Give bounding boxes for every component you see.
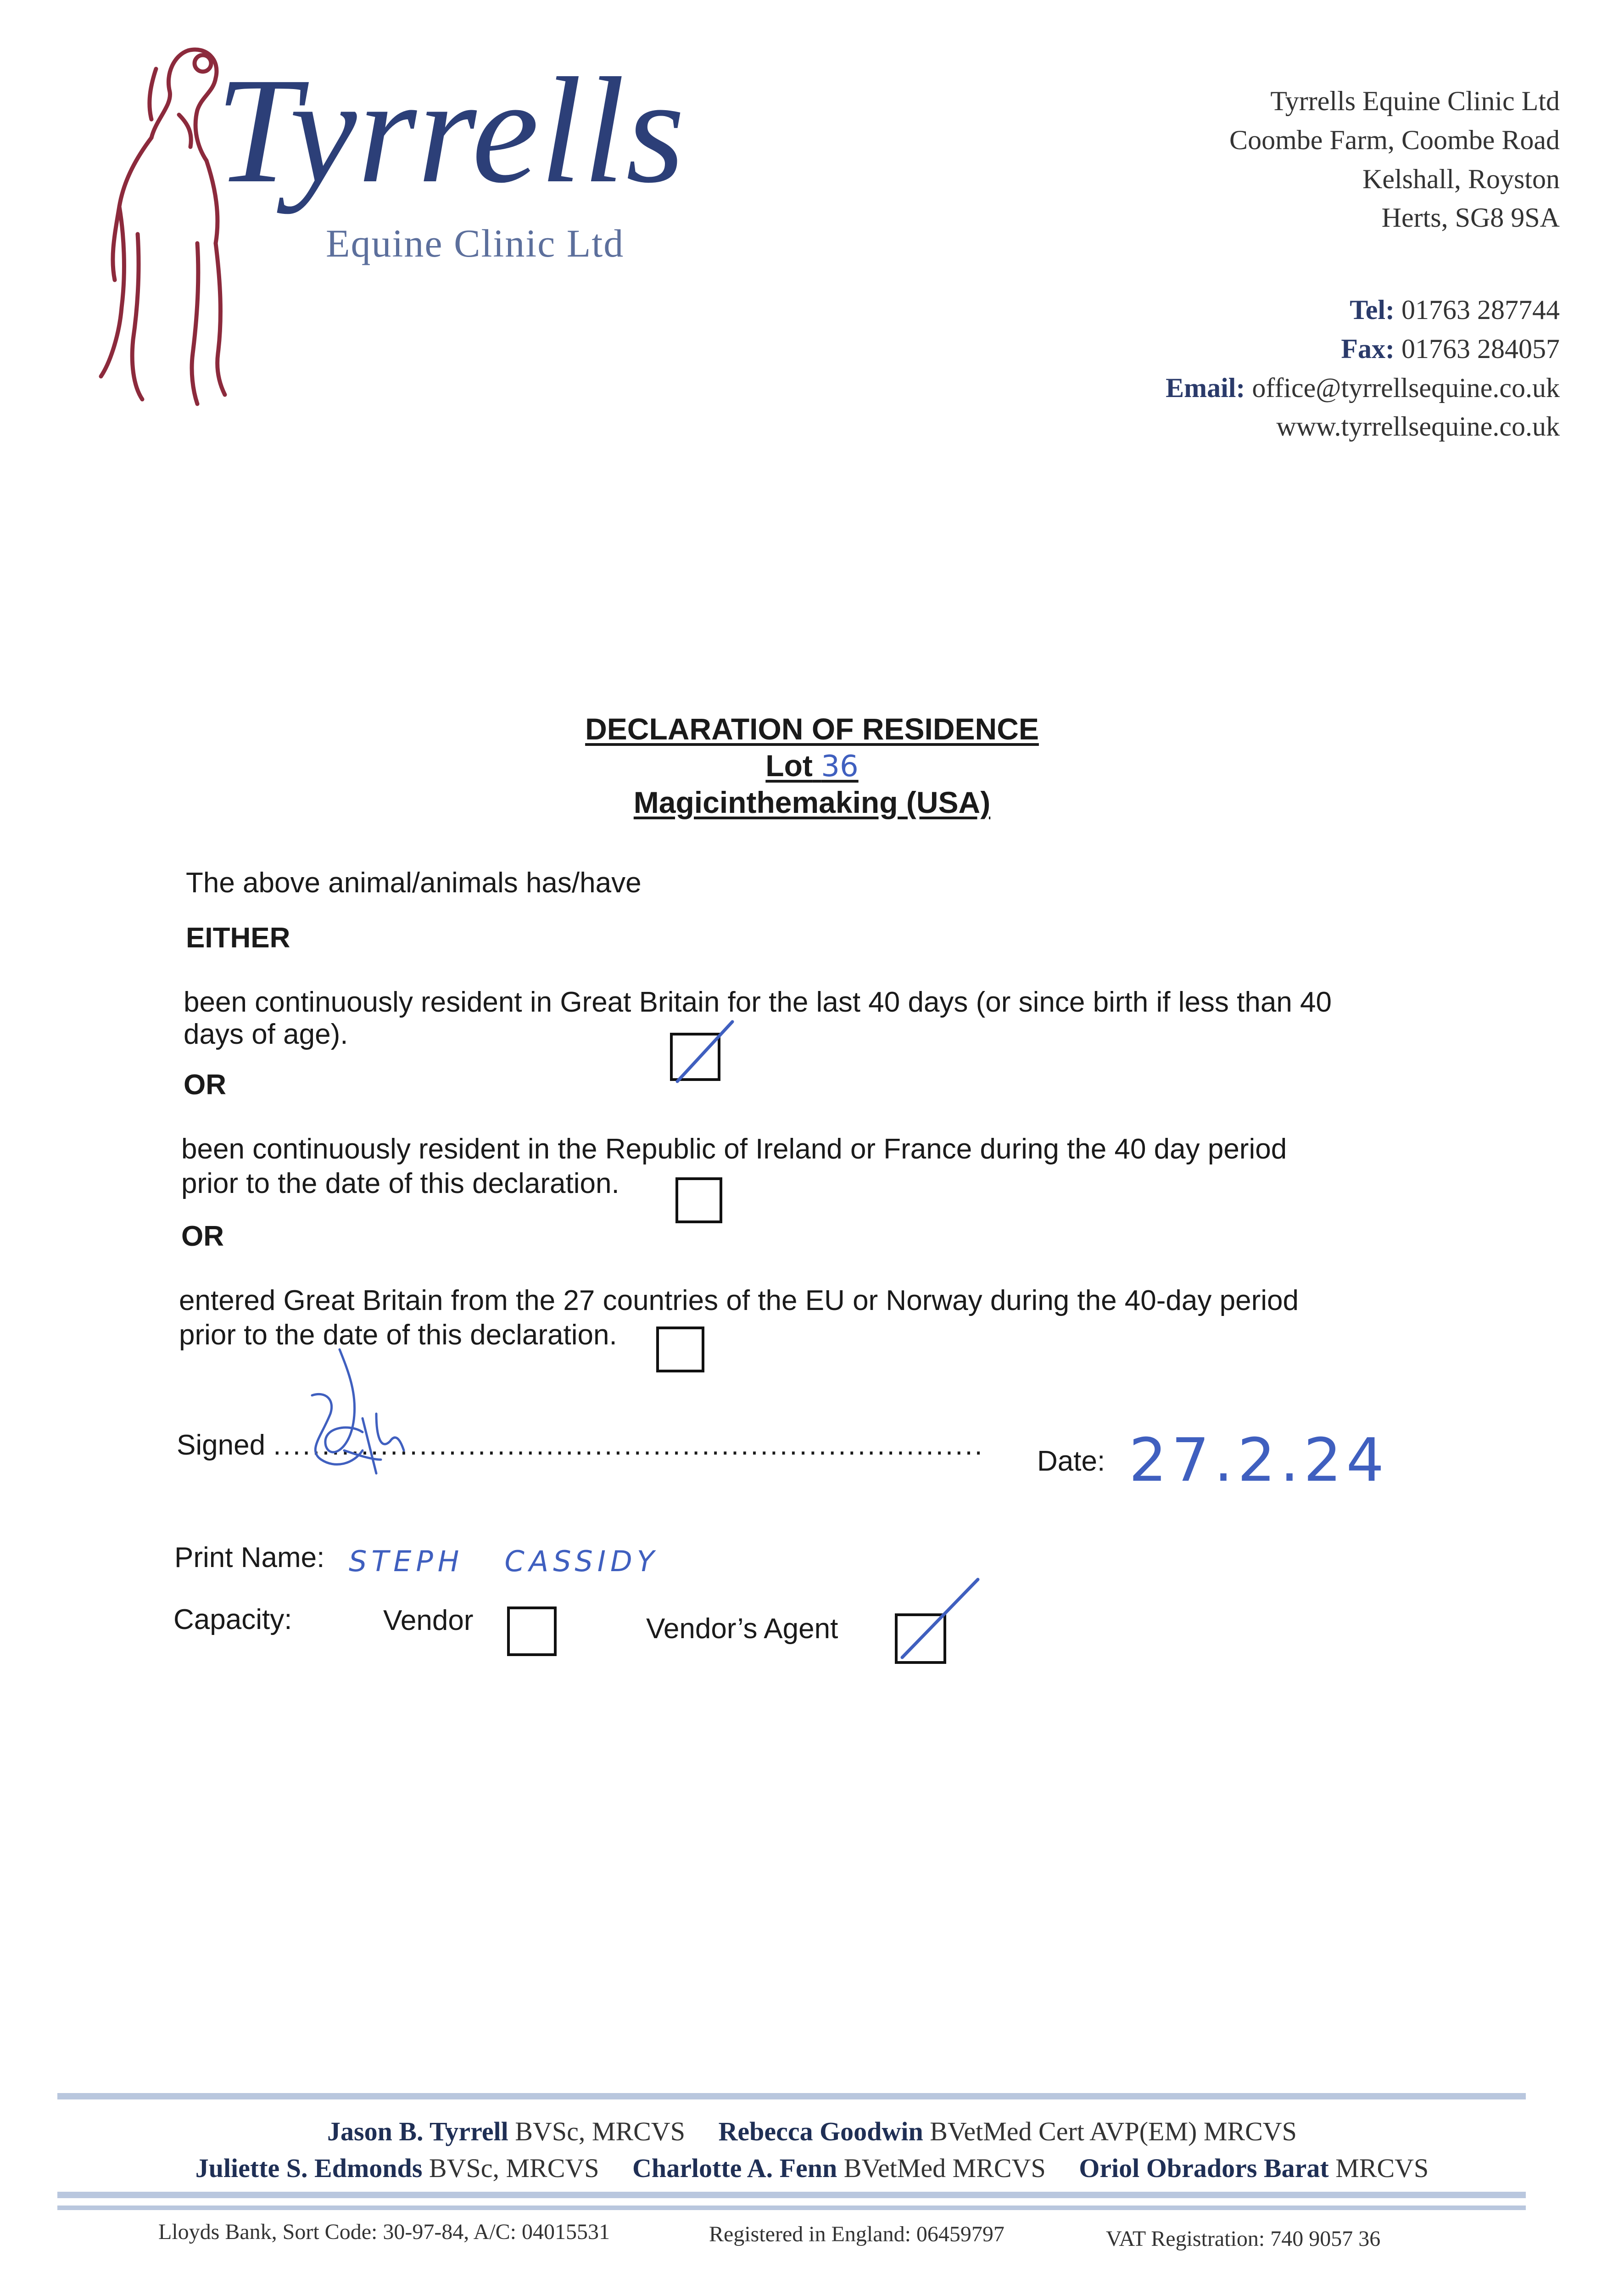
email-line	[1166, 372, 1560, 404]
bank-details: Lloyds Bank, Sort Code: 30-97-84, A/C: 04015531	[158, 2220, 610, 2244]
lot-line	[0, 748, 1624, 784]
website-line: www.tyrrellsequine.co.uk	[1276, 411, 1560, 442]
fax-line	[1166, 333, 1560, 365]
vet-quals: BVSc, MRCVS	[515, 2116, 685, 2146]
vet-quals: BVSc, MRCVS	[429, 2153, 599, 2183]
vet-quals: BVetMed MRCVS	[843, 2153, 1046, 2183]
tel-line	[1166, 294, 1560, 326]
fax-value: 01763 284057	[1401, 333, 1560, 364]
horse-logo-icon	[83, 41, 234, 420]
option3-checkbox[interactable]	[656, 1327, 704, 1372]
or-label-1: OR	[184, 1069, 226, 1101]
vet-name: Jason B. Tyrrell	[327, 2116, 508, 2146]
option1-line1: been continuously resident in Great Britain for the last 40 days (or since birth if less than 40	[184, 986, 1332, 1018]
signature-image	[285, 1345, 431, 1494]
option2-line2: prior to the date of this declaration.	[181, 1168, 619, 1199]
footer-vets-line-1	[0, 2116, 1624, 2147]
option1-line2: days of age).	[184, 1019, 348, 1050]
signed-label: Signed	[177, 1429, 266, 1461]
vendor-checkbox[interactable]	[507, 1606, 557, 1656]
print-name-label: Print Name:	[174, 1542, 325, 1573]
either-label: EITHER	[186, 922, 290, 954]
vet-quals: MRCVS	[1335, 2153, 1429, 2183]
option2-line1: been continuously resident in the Republic of Ireland or France during the 40 day period	[181, 1133, 1287, 1165]
contact-block	[1166, 294, 1560, 443]
form-title: DECLARATION OF RESIDENCE	[585, 712, 1039, 746]
vendor-label: Vendor	[383, 1605, 474, 1636]
vet-name: Charlotte A. Fenn	[632, 2153, 837, 2183]
fax-label: Fax:	[1341, 333, 1395, 364]
date-value: 27.2.24	[1129, 1425, 1389, 1495]
vet-name: Rebecca Goodwin	[718, 2116, 923, 2146]
option1-checkbox[interactable]	[670, 1033, 720, 1081]
email-value: office@tyrrellsequine.co.uk	[1252, 372, 1560, 403]
vet-quals: BVetMed Cert AVP(EM) MRCVS	[930, 2116, 1297, 2146]
address-line: Kelshall, Royston	[1362, 163, 1560, 194]
tel-label: Tel:	[1350, 295, 1395, 325]
check-mark-icon	[668, 1017, 742, 1086]
option2-checkbox[interactable]	[675, 1177, 722, 1223]
signature-dotted-line: .........................................................................	[273, 1429, 984, 1461]
footer-rule-middle	[57, 2192, 1526, 2198]
check-mark-icon	[891, 1575, 982, 1662]
or-label-2: OR	[181, 1220, 224, 1252]
email-label: Email:	[1166, 372, 1245, 403]
intro-text: The above animal/animals has/have	[186, 867, 642, 899]
date-label: Date:	[1037, 1445, 1105, 1477]
address-line: Herts, SG8 9SA	[1381, 202, 1560, 233]
company-registration: Registered in England: 06459797	[709, 2222, 1005, 2246]
capacity-label: Capacity:	[173, 1604, 292, 1635]
footer-vets-line-2	[0, 2153, 1624, 2183]
vet-name: Juliette S. Edmonds	[195, 2153, 423, 2183]
option3-line2: prior to the date of this declaration.	[179, 1319, 617, 1351]
horse-name: Magicinthemaking (USA)	[633, 785, 991, 819]
address-line: Tyrrells Equine Clinic Ltd	[1270, 86, 1560, 116]
logo-subtitle: Equine Clinic Ltd	[326, 221, 625, 265]
footer-rule-top	[57, 2093, 1526, 2099]
address-block	[1229, 85, 1560, 234]
vat-registration: VAT Registration: 740 9057 36	[1106, 2227, 1381, 2251]
footer-rule-bottom	[57, 2205, 1526, 2210]
print-name-value: STEPH CASSIDY	[349, 1545, 659, 1578]
lot-label: Lot	[765, 749, 813, 783]
logo-wordmark: Tyrrells	[216, 47, 686, 214]
address-line: Coombe Farm, Coombe Road	[1229, 124, 1560, 155]
lot-number: 36	[821, 750, 859, 784]
option3-line1: entered Great Britain from the 27 countries of the EU or Norway during the 40-day period	[179, 1285, 1299, 1316]
vendors-agent-checkbox[interactable]	[895, 1613, 946, 1664]
vendors-agent-label: Vendor’s Agent	[646, 1613, 838, 1645]
vet-name: Oriol Obradors Barat	[1079, 2153, 1329, 2183]
tel-value: 01763 287744	[1401, 295, 1560, 325]
